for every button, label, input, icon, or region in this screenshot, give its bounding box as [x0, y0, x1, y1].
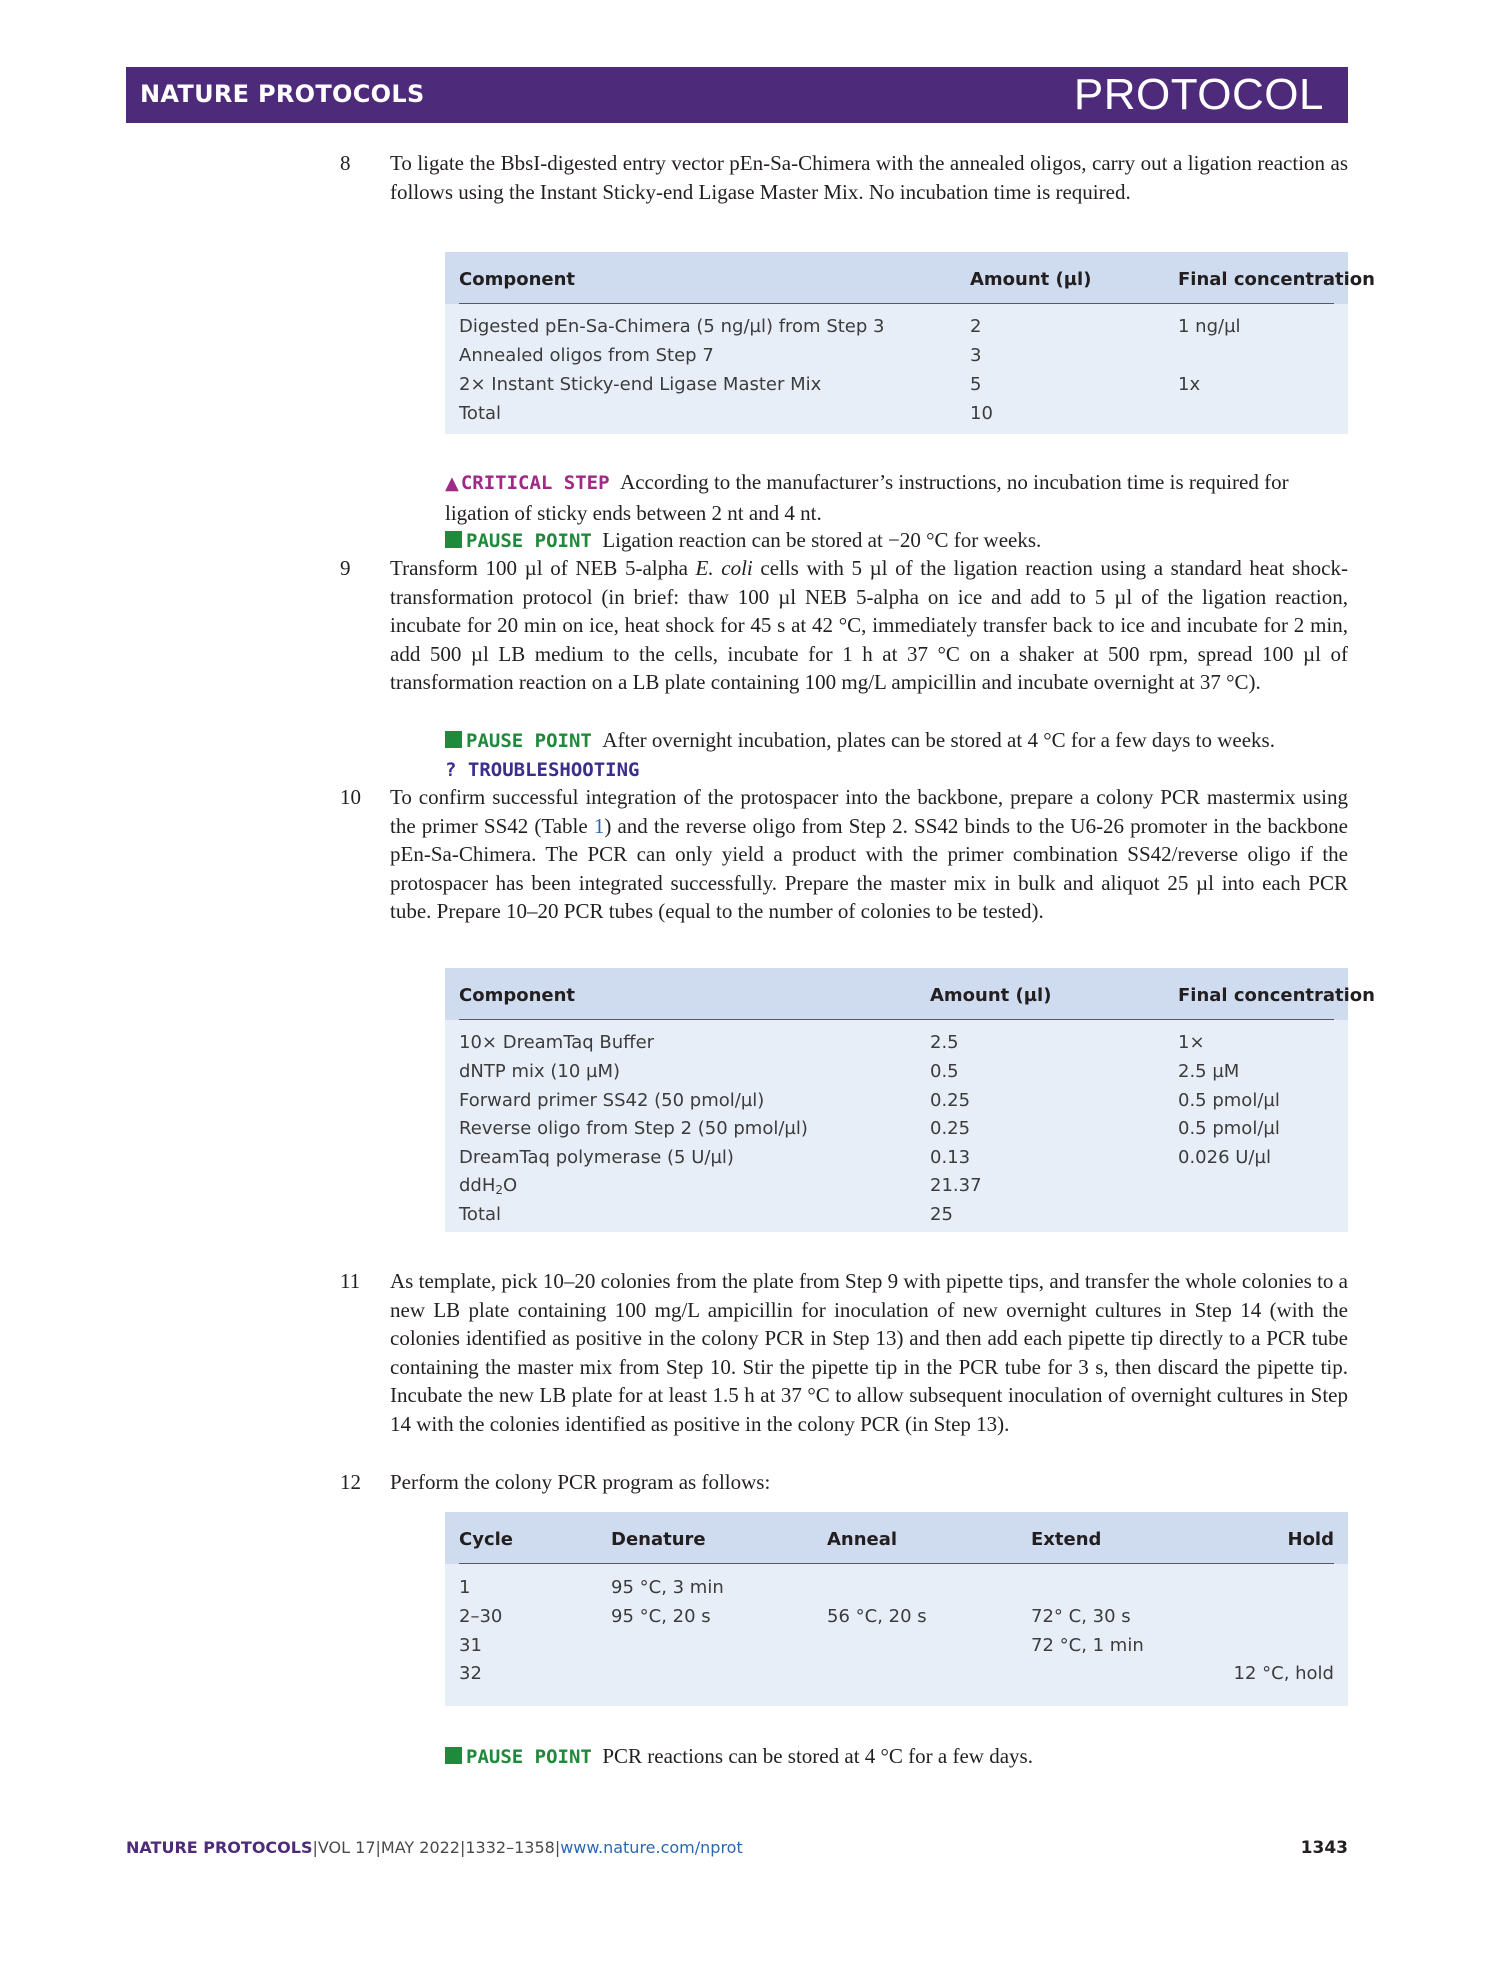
header-hold: Hold — [1287, 1529, 1334, 1550]
pause-point-label: PAUSE POINT — [445, 530, 592, 552]
header-extend: Extend — [1031, 1529, 1102, 1550]
page-number: 1343 — [1300, 1838, 1348, 1858]
pause-point-note — [445, 1742, 1348, 1772]
step-text: As template, pick 10–20 colonies from the plate from Step 9 with pipette tips, and transfer the whole colonies to a new LB plate containing 100 mg/L ampicillin for inoculation of new overnight cultures in Step 14 (with the colonies identified as positive in the colony PCR in Step 13) and then add each pipette tip directly to a PCR tube containing the master mix from Step 10. Stir the pipette tip in the PCR tube for 3 s, then discard the pipette tip. Incubate the new LB plate for at least 1.5 h at 37 °C to allow subsequent inoculation of overnight cultures in Step 14 with the colonies identified as positive in the colony PCR (in Step 13). — [390, 1269, 1348, 1436]
pause-point-text: Ligation reaction can be stored at −20 °C for weeks. — [602, 528, 1042, 552]
footer-date: MAY 2022 — [380, 1838, 460, 1857]
table-header — [445, 252, 1375, 304]
header-final-concentration: Final concentration — [1178, 985, 1375, 1006]
header-final-concentration: Final concentration — [1178, 269, 1375, 290]
footer-pages: 1332–1358 — [465, 1838, 555, 1857]
table-header — [445, 1512, 1348, 1564]
pcr-program-table: Cycle Denature Anneal Extend Hold 1 95 °C, 3 min 2–30 95 °C, 20 s 56 °C, 20 s 72° C, 30 s 31 72 °C, 1 min 32 12 °C, hold — [445, 1512, 1348, 1706]
pause-square-icon — [445, 531, 462, 548]
step-number: 9 — [340, 556, 351, 580]
critical-step-note — [445, 468, 1348, 527]
step-10 — [340, 783, 1349, 926]
header-component: Component — [459, 985, 576, 1006]
pause-square-icon — [445, 1747, 462, 1764]
table-1-link[interactable]: 1 — [593, 813, 605, 838]
warning-triangle-icon: ▲ — [445, 473, 459, 494]
page-footer: NATURE PROTOCOLS|VOL 17|MAY 2022|1332–1358|www.nature.com/nprot — [126, 1838, 743, 1857]
step-text: Transform 100 µl of NEB 5-alpha E. coli cells with 5 µl of the ligation reaction using a standard heat shock-transformation protocol (in brief: thaw 100 µl NEB 5-alpha on ice and add to 5 µl of the ligation reaction, incubate for 20 min on ice, heat shock for 45 s at 42 °C, immediately transfer back to ice and incubate for 2 min, add 500 µl LB medium to the cells, incubate for 1 h at 37 °C on a shaker at 500 rpm, spread 100 µl of transformation reaction on a LB plate containing 100 mg/L ampicillin and incubate overnight at 37 °C). — [390, 556, 1348, 695]
step-text: To confirm successful integration of the protospacer into the backbone, prepare a colony PCR mastermix using the primer SS42 (Table 1) and the reverse oligo from Step 2. SS42 binds to the U6-26 promoter in the backbone pEn-Sa-Chimera. The PCR can only yield a product with the primer combination SS42/reverse oligo if the protospacer has been integrated successfully. Prepare the master mix in bulk and aliquot 25 µl into each PCR tube. Prepare 10–20 PCR tubes (equal to the number of colonies to be tested). — [390, 785, 1349, 924]
footer-url-link[interactable]: www.nature.com/nprot — [560, 1838, 743, 1857]
pcr-mastermix-table: Component Amount (µl) Final concentration 10× DreamTaq Buffer 2.5 1× dNTP mix (10 µM) 0.5 2.5 µM Forward primer SS42 (50 pmol/µl) 0.25 0.5 pmol/µl Reverse oligo from Step 2 (50 pmol/µl) 0.25 0.5 pmol/µl DreamTaq polymerase (5 U/µl) 0.13 0.026 U/µl ddH$_2$O 21.37 Total 25 — [445, 968, 1348, 1232]
pause-point-text: After overnight incubation, plates can be stored at 4 °C for a few days to weeks. — [602, 728, 1275, 752]
article-type: PROTOCOL — [1073, 70, 1324, 119]
header-denature: Denature — [611, 1529, 706, 1550]
journal-header-bar — [126, 67, 1348, 123]
troubleshooting-label: ? TROUBLESHOOTING — [445, 759, 640, 781]
footer-journal: NATURE PROTOCOLS — [126, 1838, 313, 1857]
pause-point-text: PCR reactions can be stored at 4 °C for a few days. — [602, 1744, 1033, 1768]
header-anneal: Anneal — [827, 1529, 898, 1550]
step-8 — [340, 149, 1348, 206]
header-amount: Amount (µl) — [930, 985, 1052, 1006]
pause-point-label: PAUSE POINT — [445, 1746, 592, 1768]
step-12 — [340, 1468, 1348, 1497]
step-number: 11 — [340, 1269, 361, 1293]
pause-square-icon — [445, 731, 462, 748]
ligation-table: Component Amount (µl) Final concentration Digested pEn-Sa-Chimera (5 ng/µl) from Step 3 2 1 ng/µl Annealed oligos from Step 7 3 2× Instant Sticky-end Ligase Master Mix 5 1x Total 10 — [445, 252, 1348, 434]
header-amount: Amount (µl) — [970, 269, 1092, 290]
step-number: 8 — [340, 151, 351, 175]
pause-point-note — [445, 726, 1348, 756]
step-number: 12 — [340, 1470, 361, 1494]
critical-step-label: ▲ CRITICAL STEP — [445, 472, 610, 494]
pause-point-note — [445, 526, 1348, 556]
troubleshooting-note — [445, 755, 1348, 785]
table-header — [445, 968, 1375, 1020]
step-text: Perform the colony PCR program as follows: — [390, 1470, 771, 1494]
journal-name: NATURE PROTOCOLS — [140, 80, 425, 108]
step-text: To ligate the BbsI-digested entry vector pEn-Sa-Chimera with the annealed oligos, carry out a ligation reaction as follows using the Instant Sticky-end Ligase Master Mix. No incubation time is required. — [390, 151, 1348, 204]
header-component: Component — [459, 269, 576, 290]
critical-step-text: According to the manufacturer’s instructions, no incubation time is required for ligation of sticky ends between 2 nt and 4 nt. — [445, 470, 1289, 525]
header-cycle: Cycle — [459, 1529, 513, 1550]
footer-volume: VOL 17 — [317, 1838, 376, 1857]
step-11 — [340, 1267, 1348, 1439]
step-9 — [340, 554, 1348, 697]
step-number: 10 — [340, 785, 361, 809]
pause-point-label: PAUSE POINT — [445, 730, 592, 752]
